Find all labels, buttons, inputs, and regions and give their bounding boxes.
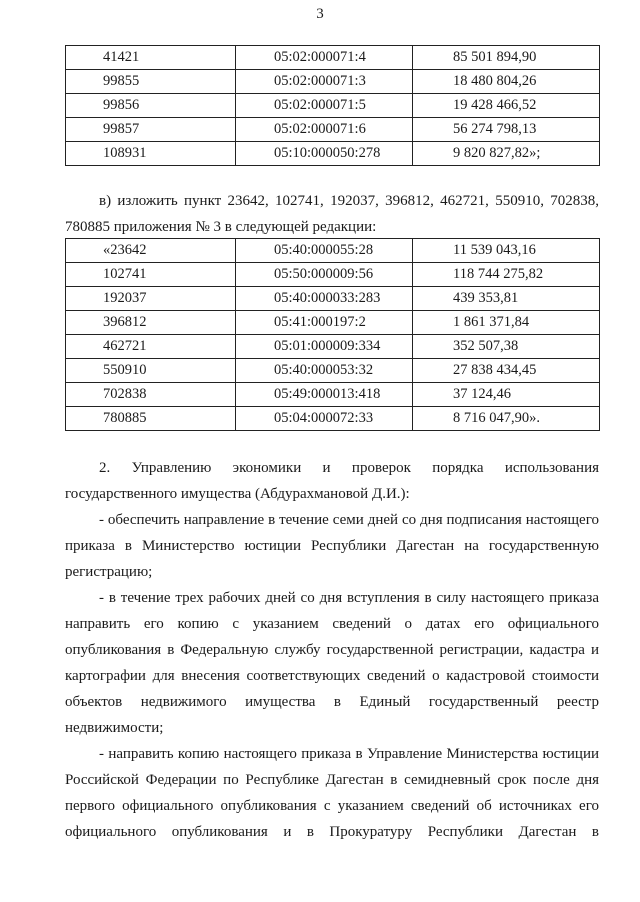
table-row	[66, 94, 600, 118]
cell-cadastral-value: 439 353,81	[413, 287, 600, 311]
cell-item-number: 99857	[66, 118, 236, 142]
cell-item-number: 108931	[66, 142, 236, 166]
cell-cadastral-value: 19 428 466,52	[413, 94, 600, 118]
cell-item-number: 396812	[66, 311, 236, 335]
table-row	[66, 359, 600, 383]
bullet-line: - в течение трех рабочих дней со дня вступления в силу настоящего приказа	[99, 590, 599, 606]
page-number: 3	[316, 6, 324, 22]
bullet-line: официального опубликования и в Прокуратуру Республики Дагестан в	[65, 824, 599, 840]
cell-item-number: 462721	[66, 335, 236, 359]
cell-cadastral-value: 56 274 798,13	[413, 118, 600, 142]
cell-cadastral-number: 05:01:000009:334	[236, 335, 413, 359]
cell-cadastral-value: 9 820 827,82»;	[413, 142, 600, 166]
table-row	[66, 70, 600, 94]
cell-cadastral-number: 05:49:000013:418	[236, 383, 413, 407]
cell-cadastral-number: 05:02:000071:6	[236, 118, 413, 142]
cell-item-number: 780885	[66, 407, 236, 431]
bullet-line: регистрацию;	[65, 564, 153, 580]
cell-cadastral-value: 1 861 371,84	[413, 311, 600, 335]
cell-cadastral-number: 05:02:000071:4	[236, 46, 413, 70]
cell-cadastral-value: 27 838 434,45	[413, 359, 600, 383]
table-row	[66, 311, 600, 335]
bullet-line: - обеспечить направление в течение семи дней со дня подписания настоящего	[99, 512, 599, 528]
bullet-rosreestr	[65, 585, 599, 741]
bullet-registration	[65, 507, 599, 585]
cell-cadastral-value: 11 539 043,16	[413, 239, 600, 263]
cell-cadastral-number: 05:40:000053:32	[236, 359, 413, 383]
bullet-line: первого официального опубликования с указанием сведений об источниках его	[65, 798, 599, 814]
cell-cadastral-value: 118 744 275,82	[413, 263, 600, 287]
cell-cadastral-number: 05:50:000009:56	[236, 263, 413, 287]
table-row	[66, 287, 600, 311]
bullet-ministry-justice	[65, 741, 599, 845]
cell-cadastral-value: 352 507,38	[413, 335, 600, 359]
bullet-line: - направить копию настоящего приказа в Управление Министерства юстиции	[99, 746, 599, 762]
bullet-line: картографии для внесения соответствующих сведений о кадастровой стоимости	[65, 668, 599, 684]
cell-item-number: «23642	[66, 239, 236, 263]
cell-cadastral-value: 85 501 894,90	[413, 46, 600, 70]
cell-cadastral-number: 05:04:000072:33	[236, 407, 413, 431]
table-row	[66, 46, 600, 70]
cell-item-number: 702838	[66, 383, 236, 407]
cell-cadastral-value: 18 480 804,26	[413, 70, 600, 94]
table-row	[66, 142, 600, 166]
cell-cadastral-number: 05:10:000050:278	[236, 142, 413, 166]
item-2-line: 2. Управлению экономики и проверок порядка использования	[99, 460, 599, 476]
cell-item-number: 550910	[66, 359, 236, 383]
cell-item-number: 99856	[66, 94, 236, 118]
cadastral-table-second	[65, 238, 600, 431]
bullet-line: объектов недвижимого имущества в Единый государственный реестр	[65, 694, 599, 710]
cell-cadastral-number: 05:40:000033:283	[236, 287, 413, 311]
cell-cadastral-number: 05:02:000071:3	[236, 70, 413, 94]
item-2	[65, 455, 599, 507]
table-row	[66, 118, 600, 142]
bullet-line: недвижимости;	[65, 720, 164, 736]
cell-cadastral-number: 05:02:000071:5	[236, 94, 413, 118]
cell-cadastral-value: 8 716 047,90».	[413, 407, 600, 431]
cell-cadastral-number: 05:41:000197:2	[236, 311, 413, 335]
bullet-line: приказа в Министерство юстиции Республики Дагестан на государственную	[65, 538, 599, 554]
bullet-line: опубликования в Федеральную службу государственной регистрации, кадастра и	[65, 642, 599, 658]
cell-item-number: 99855	[66, 70, 236, 94]
cell-item-number: 102741	[66, 263, 236, 287]
cell-cadastral-value: 37 124,46	[413, 383, 600, 407]
bullet-line: направить его копию с указанием сведений о датах его официального	[65, 616, 599, 632]
table-row	[66, 407, 600, 431]
cadastral-table-top	[65, 45, 600, 166]
bullet-line: Российской Федерации по Республике Дагестан в семидневный срок после дня	[65, 772, 599, 788]
cell-item-number: 192037	[66, 287, 236, 311]
table-row	[66, 335, 600, 359]
cell-cadastral-number: 05:40:000055:28	[236, 239, 413, 263]
paragraph-b	[65, 188, 599, 240]
item-2-line: государственного имущества (Абдурахмановой Д.И.):	[65, 486, 410, 502]
table-row	[66, 263, 600, 287]
paragraph-b-line: в) изложить пункт 23642, 102741, 192037, 396812, 462721, 550910, 702838,	[99, 193, 599, 209]
cell-item-number: 41421	[66, 46, 236, 70]
table-row	[66, 383, 600, 407]
table-row	[66, 239, 600, 263]
paragraph-b-line: 780885 приложения № 3 в следующей редакции:	[65, 219, 377, 235]
